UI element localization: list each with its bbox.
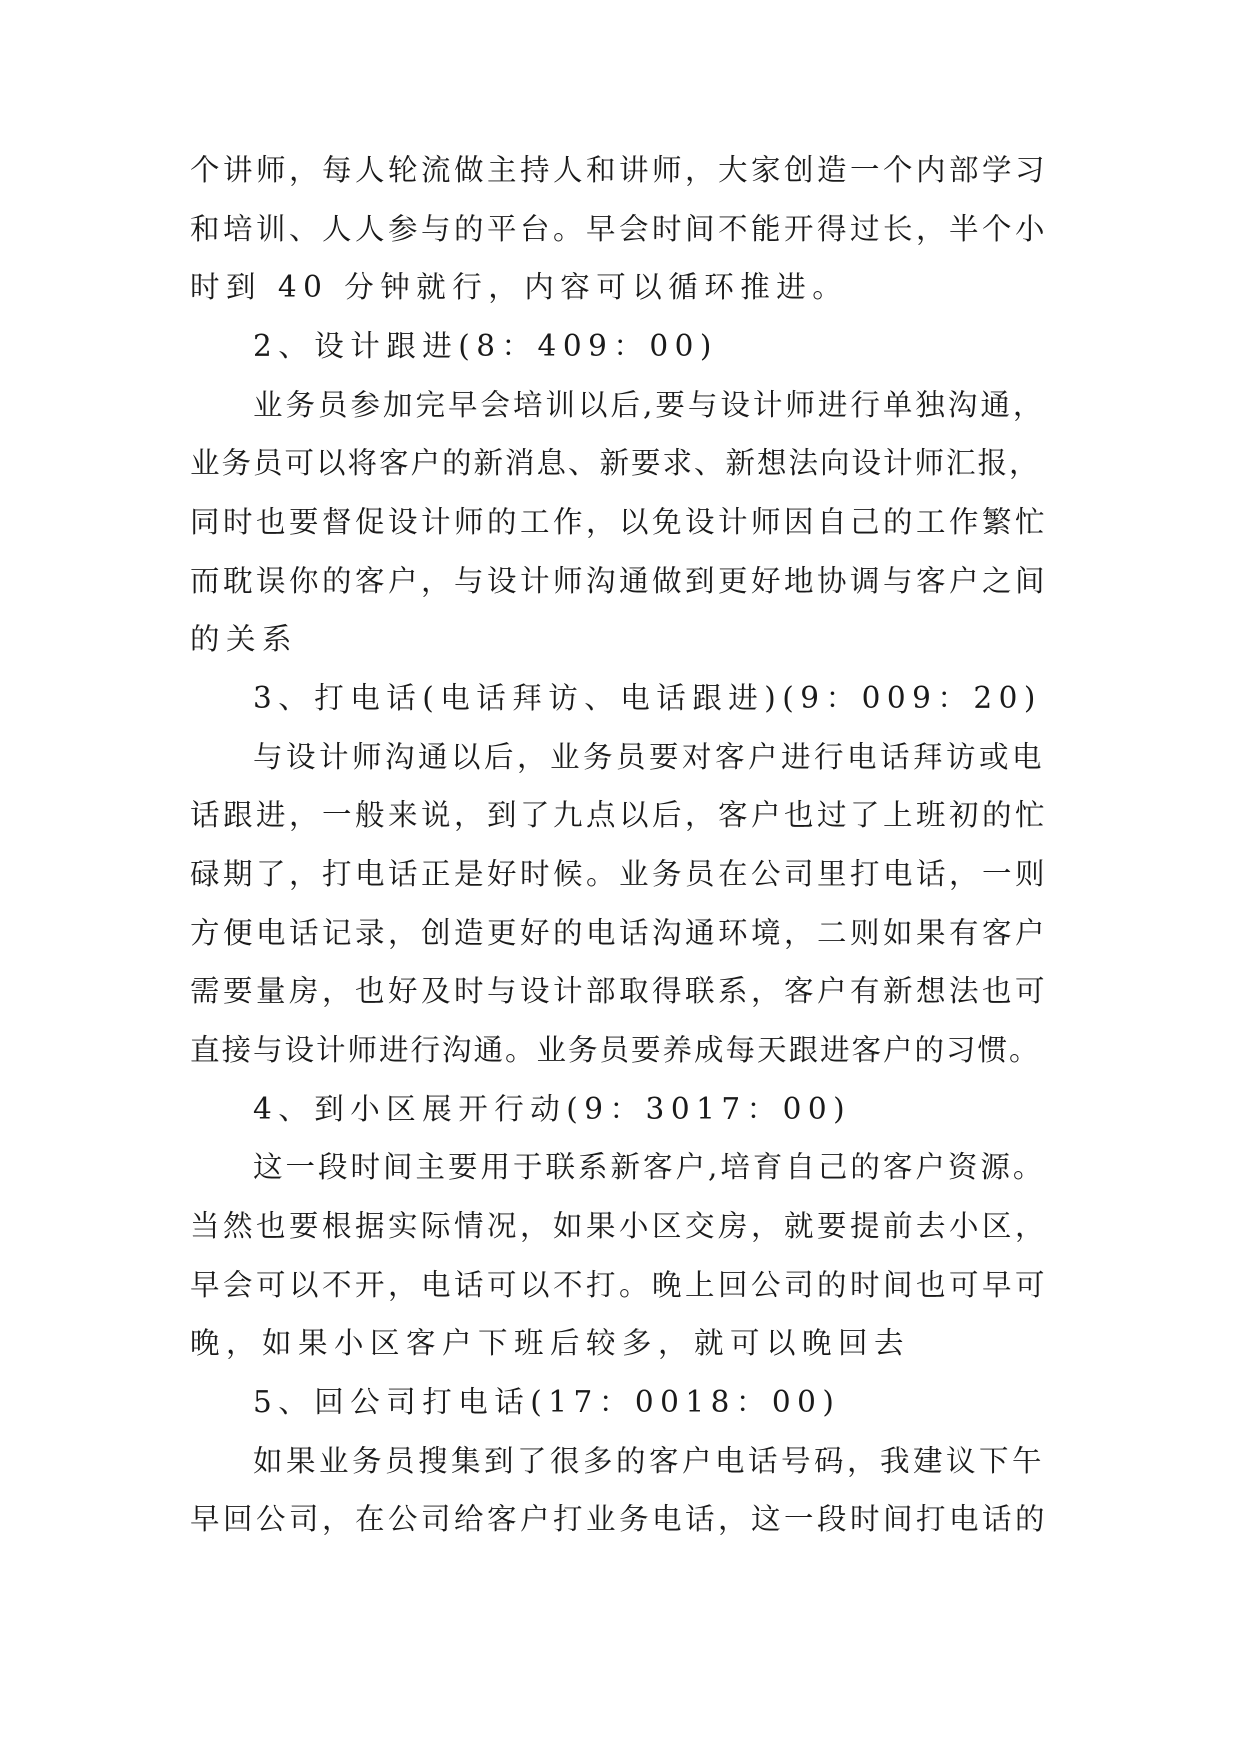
body-text-line: 与设计师沟通以后，业务员要对客户进行电话拜访或电: [253, 740, 1046, 774]
body-text-line: 方便电话记录，创造更好的电话沟通环境，二则如果有客户: [190, 916, 1049, 950]
body-text-line: 而耽误你的客户，与设计师沟通做到更好地协调与客户之间: [190, 564, 1049, 598]
body-text-line: 需要量房，也好及时与设计部取得联系，客户有新想法也可: [190, 974, 1049, 1008]
body-text-line: 和培训、人人参与的平台。早会时间不能开得过长，半个小: [190, 212, 1049, 246]
body-text-line: 同时也要督促设计师的工作，以免设计师因自己的工作繁忙: [190, 505, 1049, 539]
section-heading: 5、回公司打电话(17：0018：00): [253, 1385, 841, 1419]
body-text-line: 直接与设计师进行沟通。业务员要养成每天跟进客户的习惯。: [190, 1033, 1041, 1067]
body-text-line: 晚，如果小区客户下班后较多，就可以晚回去: [190, 1326, 911, 1360]
body-text-line: 时到 40 分钟就行，内容可以循环推进。: [190, 270, 849, 304]
section-heading: 4、到小区展开行动(9：3017：00): [253, 1092, 852, 1126]
body-text-line: 的关系: [190, 622, 299, 656]
body-text-line: 这一段时间主要用于联系新客户,培育自己的客户资源。: [253, 1150, 1046, 1184]
body-text-line: 业务员参加完早会培训以后,要与设计师进行单独沟通，: [253, 388, 1046, 422]
body-text-line: 话跟进，一般来说，到了九点以后，客户也过了上班初的忙: [190, 798, 1049, 832]
body-text-line: 当然也要根据实际情况，如果小区交房，就要提前去小区，: [190, 1209, 1049, 1243]
body-text-line: 早会可以不开，电话可以不打。晚上回公司的时间也可早可: [190, 1268, 1049, 1302]
body-text-line: 碌期了，打电话正是好时候。业务员在公司里打电话，一则: [190, 857, 1049, 891]
body-text-line: 如果业务员搜集到了很多的客户电话号码，我建议下午: [253, 1444, 1046, 1478]
section-heading: 2、设计跟进(8：409：00): [253, 329, 718, 363]
body-text-line: 早回公司，在公司给客户打业务电话，这一段时间打电话的: [190, 1502, 1049, 1536]
section-heading: 3、打电话(电话拜访、电话跟进)(9：009：20): [253, 681, 1042, 715]
body-text-line: 业务员可以将客户的新消息、新要求、新想法向设计师汇报，: [190, 446, 1041, 480]
body-text-line: 个讲师，每人轮流做主持人和讲师，大家创造一个内部学习: [190, 153, 1049, 187]
